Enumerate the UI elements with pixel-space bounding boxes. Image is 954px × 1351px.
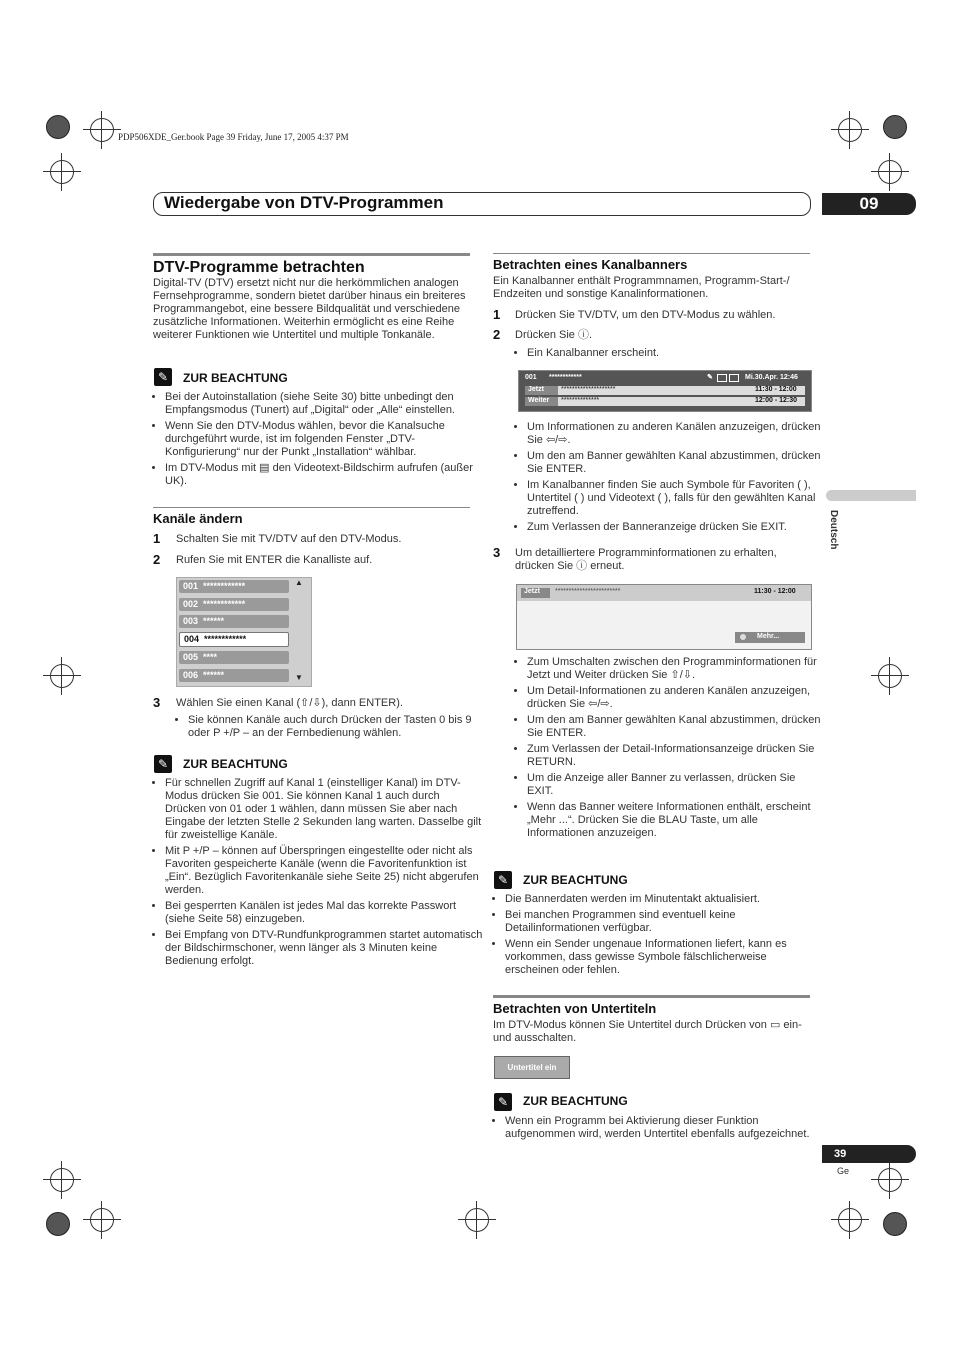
channel-row[interactable]: 005 **** [179, 651, 289, 664]
channel-row[interactable]: 001 ************ [179, 580, 289, 593]
banner-next-row [525, 397, 805, 406]
banner-channel-name: ************ [549, 374, 582, 381]
crop-mark-top-left-2 [50, 160, 74, 184]
side-tab [826, 490, 916, 501]
banner-now-row [525, 386, 805, 395]
banner-channel-number: 001 [525, 374, 537, 381]
note-title: ZUR BEACHTUNG [523, 873, 628, 887]
registration-dot-bottom-right [883, 1212, 907, 1236]
note-item: • Wenn Sie den DTV-Modus wählen, bevor die Kanalsuche durchgeführt wurde, ist im folgenden Fenster „DTV-Konfigurierung“ nur der Punkt „Installation“ wählbar. [165, 420, 483, 459]
favorite-icon: ✎ [707, 374, 713, 381]
section-heading: DTV-Programme betrachten [153, 259, 365, 276]
step-number: 3 [493, 545, 501, 560]
note-item: • Bei Empfang von DTV-Rundfunkprogrammen startet automatisch der Bildschirmschoner, wenn länger als 3 Minuten keine Bedienung erfolgt. [165, 929, 483, 968]
note-icon: ✎ [154, 755, 172, 773]
crop-mark-top-right-2 [878, 160, 902, 184]
banner-next-time: 12:00 - 12:30 [755, 397, 798, 404]
banner-now-label: Jetzt [525, 386, 558, 395]
banner-bullet: • Zum Verlassen der Banneranzeige drücken Sie EXIT. [527, 521, 823, 534]
note-item: • Für schnellen Zugriff auf Kanal 1 (einstelliger Kanal) im DTV-Modus drücken Sie 001. Sie können Kanal 1 auch durch Drücken von 01 oder 1 wählen, dann müssen Sie aber nach Eingabe der letzten Stelle 2 Sekunden lang warten. Dasselbe gilt für zweistellige Kanäle. [165, 777, 483, 842]
step-text: Um detailliertere Programminformationen zu erhalten, drücken Sie ⓘ erneut. [515, 547, 777, 572]
note-item: • Im DTV-Modus mit ▤ den Videotext-Bildschirm aufrufen (außer UK). [165, 462, 483, 488]
section-rule [153, 253, 470, 256]
detail-bullet: • Wenn das Banner weitere Informationen enthält, erscheint „Mehr ...“. Drücken Sie die BLAU Taste, um alle Informationen anzuzeigen. [527, 801, 823, 840]
banner-now-time: 11:30 - 12:00 [755, 386, 797, 393]
crop-mark-bottom-left-2 [90, 1208, 114, 1232]
chapter-number: 09 [822, 193, 916, 215]
channel-row[interactable]: 003 ****** [179, 615, 289, 628]
note-item: • Bei manchen Programmen sind eventuell keine Detailinformationen verfügbar. [505, 909, 823, 935]
banner-next-name: ************** [561, 397, 600, 404]
note-icon: ✎ [494, 1093, 512, 1111]
detail-bullet: • Um den am Banner gewählten Kanal abzustimmen, drücken Sie ENTER. [527, 714, 823, 740]
note-list [493, 1115, 823, 1144]
note-icon: ✎ [154, 368, 172, 386]
step-bullet: • Sie können Kanäle auch durch Drücken der Tasten 0 bis 9 oder P +/P – an der Fernbedienung wählen. [188, 714, 483, 740]
banner-now-name: ******************** [561, 386, 616, 393]
registration-dot-bottom-left [46, 1212, 70, 1236]
crop-mark-mid-left [50, 664, 74, 688]
step-number: 1 [153, 531, 161, 546]
subsection-rule [153, 507, 470, 508]
note-item: • Wenn ein Sender ungenaue Informationen liefert, kann es vorkommen, dass gewisse Symbole fälschlicherweise erscheinen oder fehlen. [505, 938, 823, 977]
page-number: 39 [822, 1145, 916, 1163]
chapter-title: Wiedergabe von DTV-Programmen [164, 193, 444, 212]
section-heading: Betrachten eines Kanalbanners [493, 257, 688, 272]
step-number: 1 [493, 307, 501, 322]
registration-dot-top-right [883, 115, 907, 139]
teletext-icon [729, 374, 739, 382]
channel-row[interactable]: 006 ****** [179, 669, 289, 682]
detail-bullet: • Zum Umschalten zwischen den Programminformationen für Jetzt und Weiter drücken Sie ⇧/⇩. [527, 656, 823, 682]
detail-bullet: • Um die Anzeige aller Banner zu verlassen, drücken Sie EXIT. [527, 772, 823, 798]
detail-bullets [515, 656, 823, 843]
detail-bullet: • Um Detail-Informationen zu anderen Kanälen anzuzeigen, drücken Sie ⇦/⇨. [527, 685, 823, 711]
step-number: 2 [153, 552, 161, 567]
note-title: ZUR BEACHTUNG [523, 1094, 628, 1108]
subsection-heading: Kanäle ändern [153, 511, 243, 526]
page-language: Ge [837, 1166, 850, 1176]
detail-banner [516, 584, 812, 650]
crop-mark-bottom-left [50, 1168, 74, 1192]
note-list [153, 777, 483, 971]
detail-label: Jetzt [521, 588, 550, 598]
blue-dot-icon [740, 634, 746, 640]
crop-mark-top-left [90, 118, 114, 142]
crop-mark-bottom-center [465, 1208, 489, 1232]
registration-dot-top-left [46, 115, 70, 139]
scroll-up-icon[interactable]: ▲ [295, 578, 303, 587]
channel-row-selected[interactable]: 004 ************ [179, 632, 289, 647]
note-item: • Bei der Autoinstallation (siehe Seite 30) bitte unbedingt den Empfangsmodus (Tunert) auf „Digital“ oder „Alle“ einstellen. [165, 391, 483, 417]
note-list [153, 391, 483, 491]
note-title: ZUR BEACHTUNG [183, 371, 288, 385]
section-rule [493, 253, 810, 254]
scroll-down-icon[interactable]: ▼ [295, 673, 303, 682]
banner-bullet: • Um Informationen zu anderen Kanälen anzuzeigen, drücken Sie ⇦/⇨. [527, 421, 823, 447]
detail-time: 11:30 - 12:00 [754, 588, 796, 595]
step-bullets [515, 347, 822, 363]
subtitle-on-button[interactable]: Untertitel ein [494, 1056, 570, 1079]
step-number: 2 [493, 327, 501, 342]
intro-paragraph: Ein Kanalbanner enthält Programmnamen, Programm-Start-/ Endzeiten und sonstige Kanalinformationen. [493, 275, 790, 300]
note-title: ZUR BEACHTUNG [183, 757, 288, 771]
crop-mark-mid-right [878, 664, 902, 688]
banner-bullet: • Um den am Banner gewählten Kanal abzustimmen, drücken Sie ENTER. [527, 450, 823, 476]
step-text: Rufen Sie mit ENTER die Kanalliste auf. [176, 554, 373, 566]
banner-next-label: Weiter [525, 397, 558, 406]
step-number: 3 [153, 695, 161, 710]
detail-bullet: • Zum Verlassen der Detail-Informationsanzeige drücken Sie RETURN. [527, 743, 823, 769]
note-list [493, 893, 823, 980]
note-icon: ✎ [494, 871, 512, 889]
banner-bullet: • Im Kanalbanner finden Sie auch Symbole für Favoriten ( ), Untertitel ( ) und Videotext ( ), falls für den gewählten Kanal zutreffend. [527, 479, 823, 518]
crop-mark-bottom-right-2 [838, 1208, 862, 1232]
step-text: Schalten Sie mit TV/DTV auf den DTV-Modus. [176, 533, 402, 545]
step-bullet: • Ein Kanalbanner erscheint. [527, 347, 822, 360]
step-text: Drücken Sie ⓘ. [515, 329, 593, 341]
section-rule [493, 995, 810, 998]
note-item: • Wenn ein Programm bei Aktivierung dieser Funktion aufgenommen wird, werden Untertitel ebenfalls aufgezeichnet. [505, 1115, 823, 1141]
step-text: Wählen Sie einen Kanal (⇧/⇩), dann ENTER). [176, 697, 403, 709]
side-tab-label: Deutsch [828, 510, 839, 550]
detail-header-row [517, 585, 811, 601]
crop-mark-top-right [838, 118, 862, 142]
intro-paragraph: Im DTV-Modus können Sie Untertitel durch Drücken von ▭ ein- und ausschalten. [493, 1019, 802, 1044]
more-label: Mehr... [757, 633, 780, 640]
note-item: • Bei gesperrten Kanälen ist jedes Mal das korrekte Passwort (siehe Seite 58) einzugeben. [165, 900, 483, 926]
channel-list-panel [176, 577, 312, 687]
step-bullets [176, 714, 483, 743]
note-item: • Die Bannerdaten werden im Minutentakt aktualisiert. [505, 893, 823, 906]
banner-bullets [515, 421, 823, 537]
file-meta: PDP506XDE_Ger.book Page 39 Friday, June 17, 2005 4:37 PM [118, 132, 349, 142]
crop-mark-bottom-right [878, 1168, 902, 1192]
subtitle-icon [717, 374, 727, 382]
step-text: Drücken Sie TV/DTV, um den DTV-Modus zu wählen. [515, 309, 776, 321]
channel-row[interactable]: 002 ************ [179, 598, 289, 611]
banner-datetime: Mi.30.Apr. 12:46 [745, 374, 798, 381]
section-heading: Betrachten von Untertiteln [493, 1001, 657, 1016]
detail-name: ************************ [555, 588, 621, 595]
note-item: • Mit P +/P – können auf Überspringen eingestellte oder nicht als Favoriten gespeicherte Kanäle (wenn die Favoritenfunktion ist „Ein“. Bezüglich Favoritenkanäle siehe Seite 25) nicht abgerufen werden. [165, 845, 483, 897]
channel-banner [518, 370, 812, 412]
more-button[interactable] [735, 632, 805, 643]
intro-paragraph: Digital-TV (DTV) ersetzt nicht nur die herkömmlichen analogen Fernsehprogramme, sondern bietet darüber hinaus ein breiteres Programmangebot, eine bessere Bildqualität und verschiedene zusätzliche Informationen. Weiterhin ermöglicht es eine Reihe weiterer Funktionen wie Untertitel und multiple Tonkanäle. [153, 277, 466, 341]
